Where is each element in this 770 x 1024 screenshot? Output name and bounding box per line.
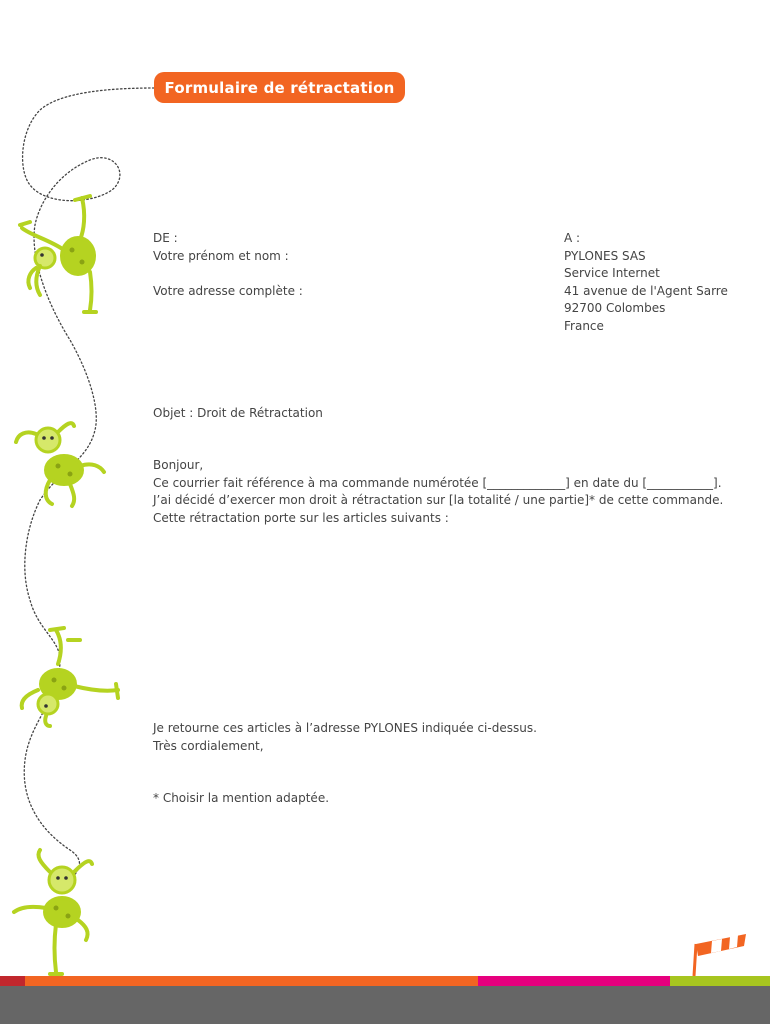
- monkey-mascot-icon: [22, 628, 118, 726]
- footnote: * Choisir la mention adaptée.: [153, 791, 330, 805]
- recipient-heading: A :: [564, 231, 581, 245]
- color-bar-pink: [478, 976, 670, 986]
- windsock-icon: [694, 934, 746, 976]
- color-bar-orange: [25, 976, 478, 986]
- recipient-country: France: [564, 318, 604, 333]
- footer-band: [0, 986, 770, 1024]
- recipient-company: PYLONES SAS: [564, 248, 646, 263]
- letter-closing: [153, 720, 537, 755]
- footer-color-bar: [0, 976, 770, 986]
- withdrawal-scope-line: J’ai décidé d’exercer mon droit à rétractation sur [la totalité / une partie]* de cette commande.: [153, 493, 724, 508]
- recipient-street: 41 avenue de l'Agent Sarre: [564, 283, 728, 298]
- sender-name-label: Votre prénom et nom :: [153, 248, 289, 263]
- order-reference-line: Ce courrier fait référence à ma commande numérotée [_____________] en date du [___________].: [153, 475, 722, 490]
- letter-subject: Objet : Droit de Rétractation: [153, 406, 323, 420]
- dotted-swirl-line: [23, 88, 154, 880]
- recipient-department: Service Internet: [564, 266, 660, 281]
- color-bar-red: [0, 976, 25, 986]
- recipient-block: [564, 230, 728, 336]
- monkey-mascot-icon: [20, 196, 96, 312]
- articles-intro-line: Cette rétractation porte sur les articles suivants :: [153, 510, 449, 525]
- return-statement: Je retourne ces articles à l’adresse PYLONES indiquée ci-dessus.: [153, 721, 537, 735]
- sign-off: Très cordialement,: [153, 738, 264, 753]
- sender-block: [153, 230, 303, 300]
- monkey-mascot-icon: [16, 423, 104, 506]
- greeting: Bonjour,: [153, 458, 204, 472]
- sender-address-label: Votre adresse complète :: [153, 283, 303, 298]
- sender-heading: DE :: [153, 231, 178, 245]
- color-bar-lime: [670, 976, 770, 986]
- page-title: Formulaire de rétractation: [154, 72, 405, 103]
- recipient-city: 92700 Colombes: [564, 301, 666, 316]
- letter-body: [153, 457, 723, 527]
- monkey-mascot-icon: [14, 850, 92, 974]
